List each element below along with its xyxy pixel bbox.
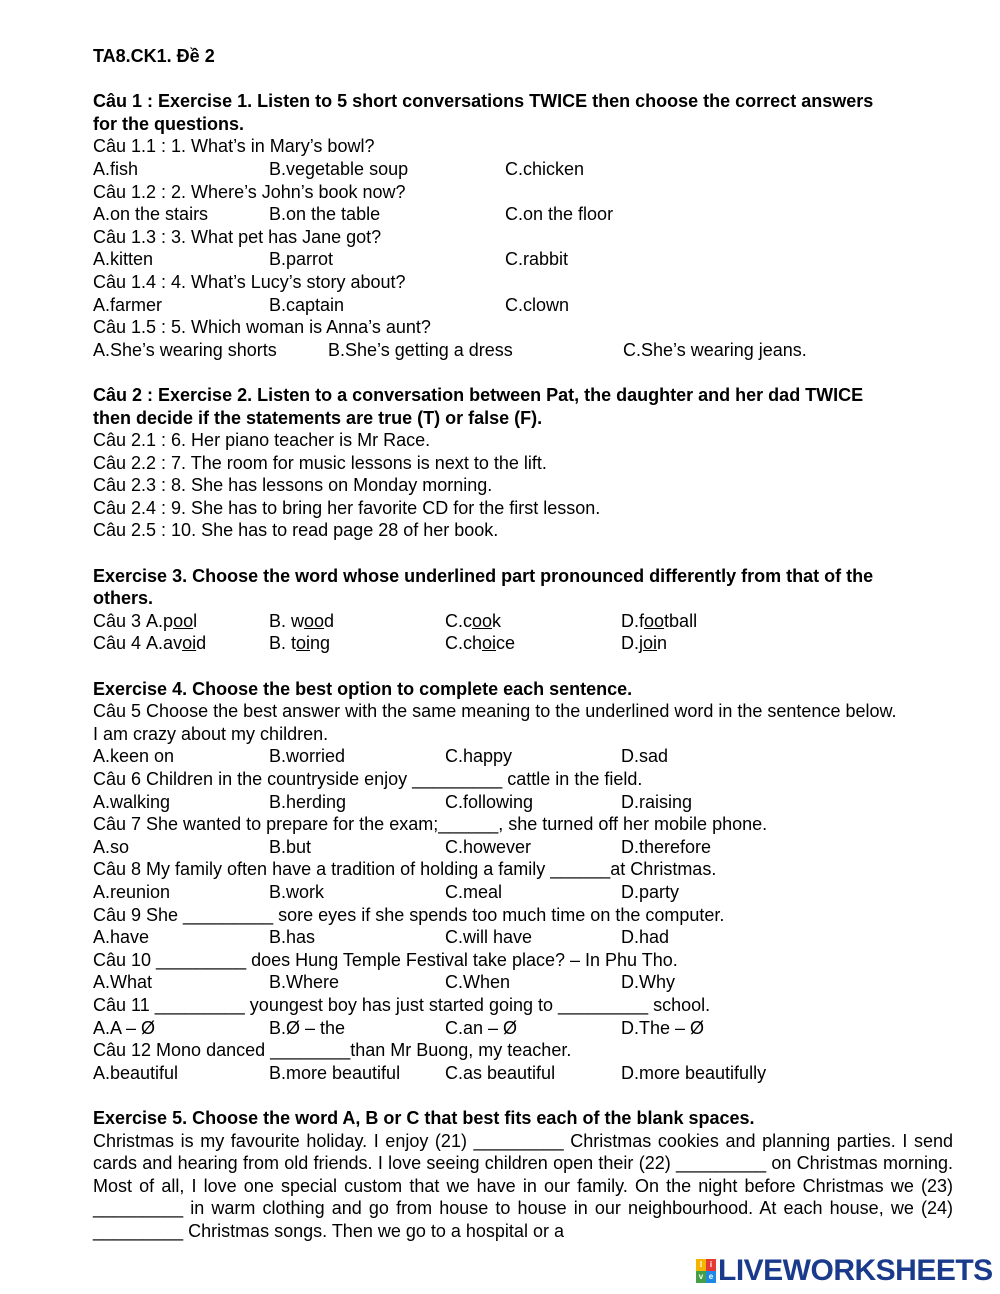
question-label: Câu 3 [93, 610, 147, 631]
underlined-part: oo [173, 610, 194, 631]
option-c[interactable]: C.happy [445, 746, 513, 767]
option-b[interactable]: B.on the table [269, 204, 381, 225]
underlined-part: oo [304, 610, 325, 631]
option-c[interactable]: C.rabbit [505, 249, 569, 270]
option-text: d [324, 610, 335, 631]
option-c[interactable]: C.chicken [505, 158, 585, 179]
option-c[interactable]: C.following [445, 791, 534, 812]
liveworksheets-logo-icon [696, 1259, 716, 1283]
question-12-options [93, 1062, 953, 1085]
underlined-part: oi [182, 633, 197, 654]
option-text: C.c [445, 610, 472, 631]
liveworksheets-brand[interactable] [696, 1254, 993, 1287]
option-b[interactable]: B.Ø – the [269, 1017, 346, 1038]
option-text: D.j [621, 633, 643, 654]
question-6-options [93, 791, 953, 814]
option-c[interactable]: C.She’s wearing jeans. [623, 339, 807, 360]
exercise-5-passage: Christmas is my favourite holiday. I enjoy (21) _________ Christmas cookies and planning parties. I send cards and hearing from old friends. I love seeing children open their (22) _________ on Christmas morning. Most of all, I love one special custom that we have in our family. On the night before Christmas we (23) _________ in warm clothing and go from house to house in our neighbourhood. At each house, we (24) _________ Christmas songs. Then we go to a hospital or a [93, 1130, 953, 1241]
option-b[interactable]: B.vegetable soup [269, 158, 409, 179]
option-b[interactable]: B.has [269, 927, 316, 948]
option-a[interactable]: A.reunion [93, 881, 171, 902]
option-d[interactable]: D.Why [621, 972, 675, 993]
option-b[interactable]: B.work [269, 881, 325, 902]
option-a[interactable]: A.She’s wearing shorts [93, 339, 277, 360]
question-label: Câu 4 [93, 633, 147, 654]
question-7: Câu 7 She wanted to prepare for the exam;______, she turned off her mobile phone. [93, 814, 768, 835]
question-5: Câu 5 Choose the best answer with the same meaning to the underlined word in the sentence below. [93, 701, 897, 722]
option-text: A.p [146, 610, 174, 631]
option-d[interactable]: D.had [621, 927, 670, 948]
question-4-options [93, 632, 953, 655]
option-c[interactable]: C.an – Ø [445, 1017, 518, 1038]
option-b[interactable]: B.more beautiful [269, 1062, 401, 1083]
option-a[interactable] [93, 610, 269, 633]
option-d[interactable] [621, 610, 697, 633]
option-a[interactable]: A.kitten [93, 249, 154, 270]
option-b[interactable] [269, 632, 445, 655]
question-12: Câu 12 Mono danced ________than Mr Buong, my teacher. [93, 1040, 572, 1061]
exercise-2-heading: Câu 2 : Exercise 2. Listen to a conversation between Pat, the daughter and her dad TWICE [93, 384, 864, 405]
option-a[interactable]: A.have [93, 927, 150, 948]
question-1-1-options [93, 158, 953, 181]
option-text: k [492, 610, 502, 631]
option-b[interactable]: B.Where [269, 972, 340, 993]
option-text: C.ch [445, 633, 483, 654]
question-7-options [93, 836, 953, 859]
option-a[interactable]: A.beautiful [93, 1062, 179, 1083]
option-text: B. t [269, 633, 297, 654]
option-a[interactable]: A.so [93, 836, 130, 857]
option-a[interactable]: A.What [93, 972, 153, 993]
option-d[interactable]: D.therefore [621, 836, 712, 857]
underlined-part: oi [296, 633, 311, 654]
option-b[interactable]: B.captain [269, 294, 345, 315]
question-1-4: Câu 1.4 : 4. What’s Lucy’s story about? [93, 271, 406, 292]
option-a[interactable]: A.keen on [93, 746, 175, 767]
exercise-4-heading: Exercise 4. Choose the best option to complete each sentence. [93, 678, 633, 699]
option-a[interactable]: A.A – Ø [93, 1017, 156, 1038]
question-10: Câu 10 _________ does Hung Temple Festival take place? – In Phu Tho. [93, 949, 678, 970]
question-8-options [93, 881, 953, 904]
option-c[interactable]: C.clown [505, 294, 570, 315]
option-text: tball [664, 610, 698, 631]
exercise-2-heading-cont: then decide if the statements are true (T) or false (F). [93, 407, 543, 428]
logo-tile: l [696, 1259, 706, 1271]
option-a[interactable]: A.walking [93, 791, 171, 812]
question-1-2-options [93, 203, 953, 226]
underlined-part: oi [643, 633, 658, 654]
option-d[interactable]: D.raising [621, 791, 693, 812]
option-text: A.av [146, 633, 183, 654]
option-b[interactable]: B.but [269, 836, 312, 857]
statement-2-5: Câu 2.5 : 10. She has to read page 28 of her book. [93, 520, 499, 541]
option-b[interactable]: B.She’s getting a dress [328, 339, 513, 360]
document-title: TA8.CK1. Đề 2 [93, 46, 215, 66]
question-8: Câu 8 My family often have a tradition of holding a family ______at Christmas. [93, 859, 717, 880]
question-9: Câu 9 She _________ sore eyes if she spends too much time on the computer. [93, 904, 725, 925]
question-9-options [93, 926, 953, 949]
question-10-options [93, 971, 953, 994]
statement-2-2: Câu 2.2 : 7. The room for music lessons is next to the lift. [93, 452, 547, 473]
option-a[interactable]: A.on the stairs [93, 204, 209, 225]
underlined-part: oo [644, 610, 665, 631]
option-d[interactable]: D.more beautifully [621, 1062, 767, 1083]
exercise-5-heading: Exercise 5. Choose the word A, B or C that best fits each of the blank spaces. [93, 1107, 755, 1128]
option-b[interactable]: B.parrot [269, 249, 334, 270]
option-c[interactable] [445, 610, 621, 633]
exercise-3-heading: Exercise 3. Choose the word whose underlined part pronounced differently from that of the [93, 565, 874, 586]
option-text: D.f [621, 610, 645, 631]
option-a[interactable]: A.fish [93, 158, 139, 179]
question-1-3-options [93, 248, 953, 271]
question-11: Câu 11 _________ youngest boy has just started going to _________ school. [93, 994, 711, 1015]
option-text: ng [310, 633, 331, 654]
option-text: l [193, 610, 198, 631]
option-c[interactable]: C.as beautiful [445, 1062, 556, 1083]
option-c[interactable]: C.on the floor [505, 204, 614, 225]
exercise-1-heading: Câu 1 : Exercise 1. Listen to 5 short conversations TWICE then choose the correct answers [93, 91, 874, 112]
question-1-5-options [93, 339, 953, 362]
question-5-sentence: I am crazy about my children. [93, 723, 329, 744]
underlined-part: oo [472, 610, 493, 631]
option-text: n [657, 633, 668, 654]
option-d[interactable]: D.The – Ø [621, 1017, 705, 1038]
statement-2-3: Câu 2.3 : 8. She has lessons on Monday morning. [93, 475, 493, 496]
statement-2-4: Câu 2.4 : 9. She has to bring her favorite CD for the first lesson. [93, 497, 601, 518]
option-text: d [196, 633, 207, 654]
option-a[interactable] [93, 632, 269, 655]
underlined-part: oi [482, 633, 497, 654]
worksheet [93, 45, 953, 1242]
question-1-3: Câu 1.3 : 3. What pet has Jane got? [93, 226, 382, 247]
question-5-options [93, 745, 953, 768]
option-c[interactable]: C.When [445, 972, 511, 993]
exercise-3-heading-cont: others. [93, 588, 154, 609]
question-1-4-options [93, 294, 953, 317]
option-b[interactable] [269, 610, 445, 633]
question-1-5: Câu 1.5 : 5. Which woman is Anna’s aunt? [93, 317, 431, 338]
option-d[interactable] [621, 632, 667, 655]
option-text: B. w [269, 610, 305, 631]
option-d[interactable]: D.sad [621, 746, 669, 767]
question-11-options [93, 1017, 953, 1040]
question-1-2: Câu 1.2 : 2. Where’s John’s book now? [93, 181, 406, 202]
option-c[interactable]: C.however [445, 836, 532, 857]
statement-2-1: Câu 2.1 : 6. Her piano teacher is Mr Race. [93, 430, 431, 451]
question-3-options [93, 610, 953, 633]
brand-wordmark: LIVEWORKSHEETS [718, 1254, 993, 1287]
logo-tile: i [706, 1259, 716, 1271]
question-1-1: Câu 1.1 : 1. What’s in Mary’s bowl? [93, 136, 375, 157]
option-text: ce [496, 633, 516, 654]
option-c[interactable] [445, 632, 621, 655]
question-6: Câu 6 Children in the countryside enjoy _________ cattle in the field. [93, 769, 643, 789]
option-c[interactable]: C.meal [445, 881, 503, 902]
logo-tile: e [706, 1271, 716, 1283]
option-c[interactable]: C.will have [445, 927, 533, 948]
option-d[interactable]: D.party [621, 881, 680, 902]
option-b[interactable]: B.herding [269, 791, 347, 812]
exercise-1-heading-cont: for the questions. [93, 113, 245, 134]
option-b[interactable]: B.worried [269, 746, 346, 767]
option-a[interactable]: A.farmer [93, 294, 163, 315]
logo-tile: v [696, 1271, 706, 1283]
